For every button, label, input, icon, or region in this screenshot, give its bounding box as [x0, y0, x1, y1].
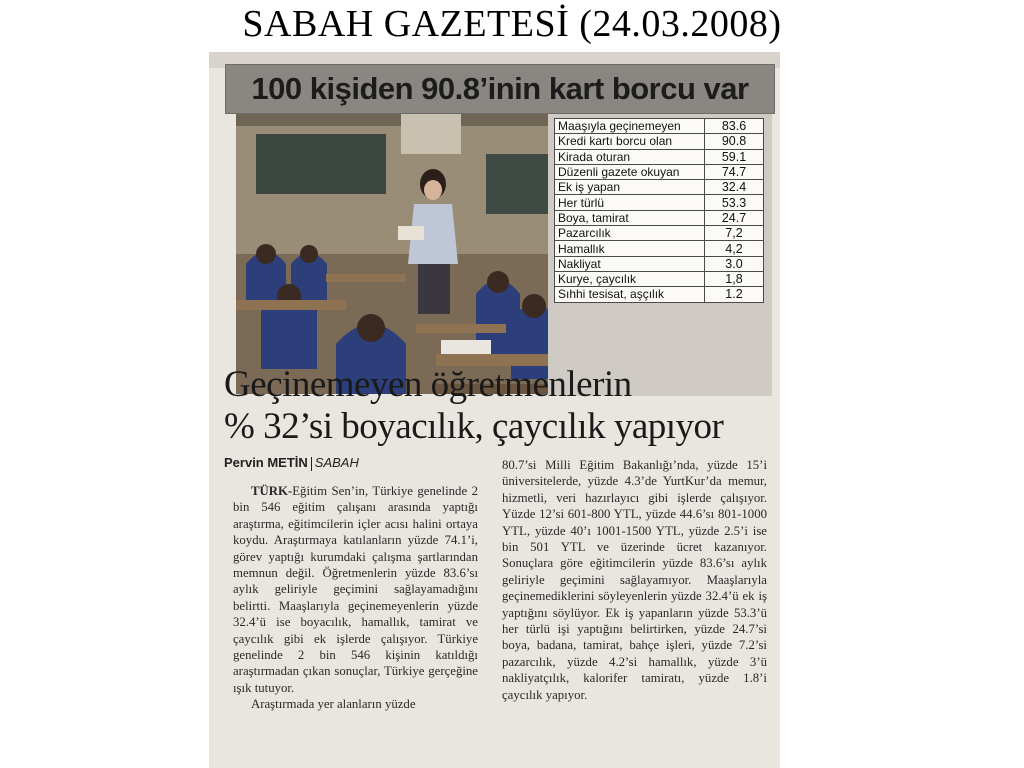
newspaper-clipping — [209, 52, 780, 768]
table-label: Düzenli gazete okuyan — [555, 164, 705, 179]
banner-text: 100 kişiden 90.8’inin kart borcu var — [251, 71, 749, 106]
table-value: 53.3 — [705, 195, 764, 210]
article-headline — [224, 364, 769, 448]
table-label: Maaşıyla geçinemeyen — [555, 119, 705, 134]
table-value: 24.7 — [705, 210, 764, 225]
table-row — [555, 149, 764, 164]
table-value: 32.4 — [705, 180, 764, 195]
table-row — [555, 256, 764, 271]
table-value: 4,2 — [705, 241, 764, 256]
article-lead: TÜRK- — [251, 484, 293, 498]
table-value: 1,8 — [705, 271, 764, 286]
table-row — [555, 119, 764, 134]
table-value: 1.2 — [705, 287, 764, 302]
table-row — [555, 287, 764, 302]
table-row — [555, 134, 764, 149]
table-value: 90.8 — [705, 134, 764, 149]
table-label: Pazarcılık — [555, 226, 705, 241]
article-paragraph-2: Araştırmada yer alanların yüzde — [251, 697, 416, 712]
article-paragraph-3: 80.7’si Milli Eğitim Bakanlığı’nda, yüzde 15’i üniversitelerde, yüzde 4.3’de YurtKur’da memur, hizmetli, veri hazırlayıcı gibi işlerde çalışıyor. Yüzde 12’si 601-800 YTL, yüzde 44.6’sı 801-1000 YTL, yüzde 40’ı 1001-1500 YTL, yüzde 2.5’i ise bin 501 YTL ve üzerinde ücret kazanıyor. Sonuçlara göre eğitimcilerin yüzde 83.6’sı aylık geliriyle geçimini sağlayamıyor. Maaşlarıyla geçinemediklerini söyleyenlerin yüzde 32.4’ü ek iş yaptığını söylüyor. Ek iş yapanların yüzde 53.3’ü her türlü işi yaptığını belirtirken, yüzde 24.7’si boya, badana, tamirat, bahçe işleri, yüzde 7.2’si pazarcılık, yüzde 4.2’si hamallık, yüzde 3’ü nakliyatçılık, kalorifer tamiratı, yüzde 1.8’i çaycılık yapıyor. — [502, 458, 767, 702]
table-label: Kurye, çaycılık — [555, 271, 705, 286]
byline-source: SABAH — [314, 455, 359, 470]
article-column-right — [502, 457, 767, 703]
byline — [224, 455, 359, 471]
table-row — [555, 164, 764, 179]
table-label: Boya, tamirat — [555, 210, 705, 225]
table-label: Kredi kartı borcu olan — [555, 134, 705, 149]
table-label: Nakliyat — [555, 256, 705, 271]
table-label: Her türlü — [555, 195, 705, 210]
table-label: Ek iş yapan — [555, 180, 705, 195]
table-row — [555, 226, 764, 241]
article-paragraph-1: Eğitim Sen’in, Türkiye genelinde 2 bin 546 eğitim çalışanı arasında yaptığı araştırma, eğitimcilerin içler acısı halini ortaya koydu. Araştırmaya katılanların yüzde 74.1’i, görev yaptığı kurumdaki çalışma şartlarından memnun değil. Öğretmenlerin yüzde 83.6’sı aylık geliriyle geçimini sağlayamadığını belirtti. Maaşlarıyla geçinemeyenlerin yüzde 32.4’ü ise boyacılık, hamallık, tamirat ve çaycılık gibi ek işlerde çalışıyor. Türkiye genelinde 2 bin 546 kişinin katıldığı araştırmadan çıkan sonuçlar, Türkiye gerçeğine ışık tutuyor. — [233, 484, 478, 695]
table-value: 83.6 — [705, 119, 764, 134]
table-label: Hamallık — [555, 241, 705, 256]
table-row — [555, 271, 764, 286]
headline-line-2: % 32’si boyacılık, çaycılık yapıyor — [224, 406, 724, 447]
table-row — [555, 241, 764, 256]
headline-line-1: Geçinemeyen öğretmenlerin — [224, 364, 632, 405]
table-row — [555, 210, 764, 225]
table-row — [555, 180, 764, 195]
table-value: 59.1 — [705, 149, 764, 164]
table-value: 3.0 — [705, 256, 764, 271]
byline-author: Pervin METİN — [224, 455, 308, 470]
table-label: Sıhhi tesisat, aşçılık — [555, 287, 705, 302]
classroom-photo — [236, 114, 556, 394]
article-column-left — [233, 483, 478, 713]
statistics-table — [554, 118, 764, 303]
slide-title: SABAH GAZETESİ (24.03.2008) — [242, 3, 782, 45]
table-value: 7,2 — [705, 226, 764, 241]
byline-separator — [311, 457, 312, 471]
headline-banner — [225, 64, 775, 114]
table-label: Kirada oturan — [555, 149, 705, 164]
table-row — [555, 195, 764, 210]
table-value: 74.7 — [705, 164, 764, 179]
